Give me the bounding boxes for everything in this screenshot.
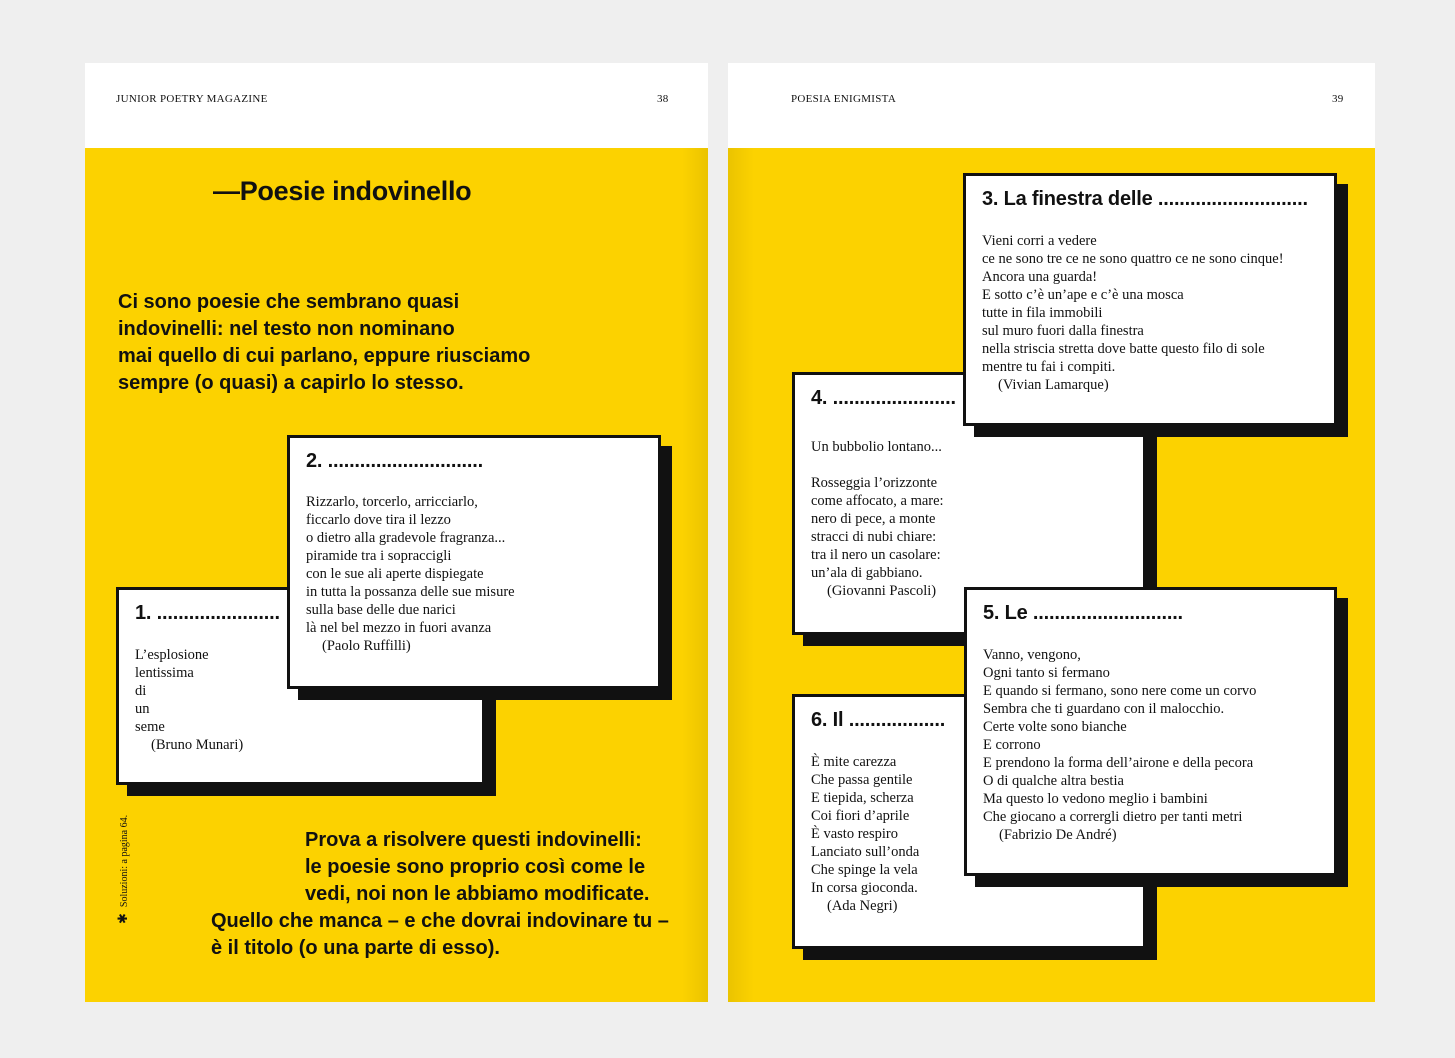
- intro-line: Ci sono poesie che sembrano quasi: [118, 291, 460, 313]
- poem-line: Certe volte sono bianche: [983, 719, 1127, 735]
- right-page-header: [728, 63, 1375, 148]
- poem-line: E sotto c’è un’ape e c’è una mosca: [982, 287, 1184, 303]
- poem-line: nella striscia stretta dove batte questo filo di sole: [982, 341, 1265, 357]
- poem-line: È vasto respiro: [811, 826, 898, 842]
- poem-line: In corsa gioconda.: [811, 880, 918, 896]
- poem-line: o dietro alla gradevole fragranza...: [306, 530, 506, 546]
- poem-line: Un bubbolio lontano...: [811, 439, 942, 455]
- poem-line: L’esplosione: [135, 647, 209, 663]
- page-number-left: 38: [657, 93, 669, 105]
- gutter-shadow: [682, 148, 708, 1002]
- intro-line: mai quello di cui parlano, eppure riusciamo: [118, 345, 531, 367]
- poem-line: Vanno, vengono,: [983, 647, 1081, 663]
- poem-body: [983, 646, 1256, 844]
- poem-line: seme: [135, 719, 165, 735]
- poem-line: lentissima: [135, 665, 194, 681]
- poem-author: (Giovanni Pascoli): [827, 583, 937, 599]
- section-title: —Poesie indovinello: [213, 176, 472, 206]
- poem-body: [306, 493, 515, 655]
- poem-line: sul muro fuori dalla finestra: [982, 323, 1144, 339]
- right-page-body: [728, 148, 1375, 1002]
- outro-line: Prova a risolvere questi indovinelli:: [305, 829, 642, 851]
- poem-line: Vieni corri a vedere: [982, 233, 1097, 249]
- left-page-header: [85, 63, 708, 148]
- poem-line: un’ala di gabbiano.: [811, 565, 923, 581]
- magazine-title: JUNIOR POETRY MAGAZINE: [116, 93, 268, 105]
- poem-title: 5. Le ............................: [983, 602, 1183, 624]
- poem-line: tra il nero un casolare:: [811, 547, 941, 563]
- poem-title: 1. .......................: [135, 602, 280, 624]
- poem-line: Sembra che ti guardano con il malocchio.: [983, 701, 1225, 717]
- poem-author: (Bruno Munari): [151, 737, 244, 753]
- intro-paragraph: [118, 289, 530, 397]
- solutions-note-text: Soluzioni: a pagina 64.: [119, 814, 130, 908]
- left-page: [85, 63, 708, 1002]
- page-number-right: 39: [1332, 93, 1344, 105]
- poem-line: di: [135, 683, 147, 699]
- stanza-break: [811, 456, 944, 474]
- poem-line: Lanciato sull’onda: [811, 844, 920, 860]
- poem-line: sulla base delle due narici: [306, 602, 456, 618]
- gutter-shadow: [728, 148, 754, 1002]
- outro-line: le poesie sono proprio così come le: [305, 856, 646, 878]
- left-page-body: [85, 148, 708, 1002]
- poem-card-3: [963, 173, 1337, 426]
- poem-line: Ogni tanto si fermano: [983, 665, 1110, 681]
- poem-title: 2. .............................: [306, 450, 483, 472]
- poem-title: 6. Il ..................: [811, 709, 946, 731]
- outro-line: è il titolo (o una parte di esso).: [211, 937, 500, 959]
- poem-body: [135, 646, 243, 754]
- poem-line: mentre tu fai i compiti.: [982, 359, 1116, 375]
- poem-body: [982, 232, 1284, 394]
- poem-line: Rosseggia l’orizzonte: [811, 475, 938, 491]
- poem-author: (Vivian Lamarque): [998, 377, 1109, 393]
- poem-line: E prendono la forma dell’airone e della pecora: [983, 755, 1254, 771]
- solutions-note: [117, 804, 131, 924]
- poem-line: O di qualche altra bestia: [983, 773, 1124, 789]
- poem-line: Ma questo lo vedono meglio i bambini: [983, 791, 1208, 807]
- poem-line: un: [135, 701, 150, 717]
- poem-line: Ancora una guarda!: [982, 269, 1098, 285]
- poem-line: E quando si fermano, sono nere come un corvo: [983, 683, 1257, 699]
- poem-line: stracci di nubi chiare:: [811, 529, 937, 545]
- poem-line: È mite carezza: [811, 754, 897, 770]
- poem-body: [811, 438, 944, 600]
- poem-line: E tiepida, scherza: [811, 790, 914, 806]
- poem-line: Che spinge la vela: [811, 862, 918, 878]
- poem-line: tutte in fila immobili: [982, 305, 1103, 321]
- intro-line: sempre (o quasi) a capirlo lo stesso.: [118, 372, 464, 394]
- poem-line: Che giocano a corrergli dietro per tanti metri: [983, 809, 1243, 825]
- poem-author: (Fabrizio De André): [999, 827, 1117, 843]
- poem-line: là nel bel mezzo in fuori avanza: [306, 620, 492, 636]
- poem-card-5: [964, 587, 1337, 876]
- poem-line: come affocato, a mare:: [811, 493, 944, 509]
- poem-title: 4. .......................: [811, 387, 956, 409]
- poem-line: nero di pece, a monte: [811, 511, 936, 527]
- intro-line: indovinelli: nel testo non nominano: [118, 318, 455, 340]
- right-page: [728, 63, 1375, 1002]
- poem-line: Che passa gentile: [811, 772, 913, 788]
- poem-line: Rizzarlo, torcerlo, arricciarlo,: [306, 494, 478, 510]
- poem-line: ficcarlo dove tira il lezzo: [306, 512, 451, 528]
- poem-line: in tutta la possanza delle sue misure: [306, 584, 515, 600]
- outro-line: Quello che manca – e che dovrai indovinare tu –: [211, 910, 669, 932]
- poem-title: 3. La finestra delle ............................: [982, 188, 1308, 210]
- poem-author: (Ada Negri): [827, 898, 898, 914]
- poem-body: [811, 753, 919, 915]
- poem-line: ce ne sono tre ce ne sono quattro ce ne sono cinque!: [982, 251, 1284, 267]
- poem-line: Coi fiori d’aprile: [811, 808, 910, 824]
- poem-line: piramide tra i sopraccigli: [306, 548, 452, 564]
- poem-card-2: [287, 435, 661, 689]
- outro-line: vedi, noi non le abbiamo modificate.: [305, 883, 650, 905]
- section-header-title: POESIA ENIGMISTA: [791, 93, 897, 105]
- poem-author: (Paolo Ruffilli): [322, 638, 411, 654]
- instructions-paragraph: [211, 827, 669, 962]
- poem-line: con le sue ali aperte dispiegate: [306, 566, 484, 582]
- poem-line: E corrono: [983, 737, 1041, 753]
- asterisk-icon: ✱: [116, 913, 131, 924]
